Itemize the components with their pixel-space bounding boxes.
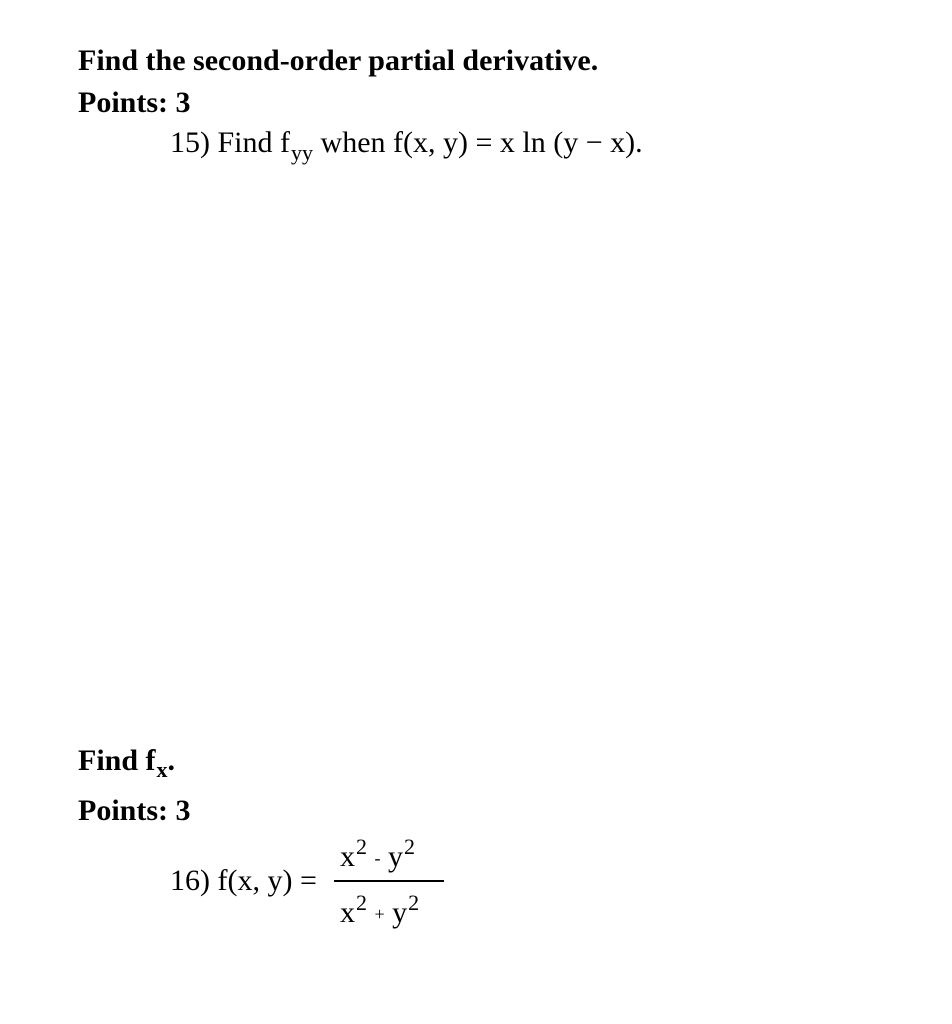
fraction-denominator <box>340 890 420 929</box>
heading-period: . <box>167 744 176 777</box>
function-symbol <box>280 126 314 165</box>
num-term2-exp: 2 <box>404 834 415 859</box>
heading-subscript: x <box>156 757 168 782</box>
problem-number: 16) <box>170 864 210 897</box>
den-term2-base: y <box>392 896 408 929</box>
problem-number: 15) <box>170 126 210 159</box>
den-term1-exp: 2 <box>356 890 367 915</box>
num-term2-base: y <box>388 840 403 873</box>
points-label-2: Points: 3 <box>78 794 191 827</box>
num-term1-base: x <box>340 840 355 873</box>
heading-text: Find f <box>78 744 156 777</box>
find-word: Find <box>217 126 273 159</box>
points-label-1: Points: 3 <box>78 86 191 119</box>
function-base: f <box>280 126 291 159</box>
function-subscript: yy <box>291 140 314 165</box>
when-word: when <box>320 126 386 159</box>
problem-15 <box>170 126 643 165</box>
fraction-bar <box>334 880 444 882</box>
num-operator: - <box>374 848 381 868</box>
fraction-numerator <box>340 834 415 873</box>
problem-16-lhs <box>170 866 317 896</box>
num-term1-exp: 2 <box>356 834 367 859</box>
section-heading-second-order: Find the second-order partial derivative. <box>78 44 599 77</box>
den-term1-base: x <box>340 896 355 929</box>
function-lhs: f(x, y) = <box>217 864 317 897</box>
function-expression: f(x, y) = x ln (y − x). <box>393 126 643 159</box>
den-term2-exp: 2 <box>408 890 420 915</box>
section-heading-find-fx <box>78 744 176 782</box>
den-operator: + <box>374 904 385 924</box>
